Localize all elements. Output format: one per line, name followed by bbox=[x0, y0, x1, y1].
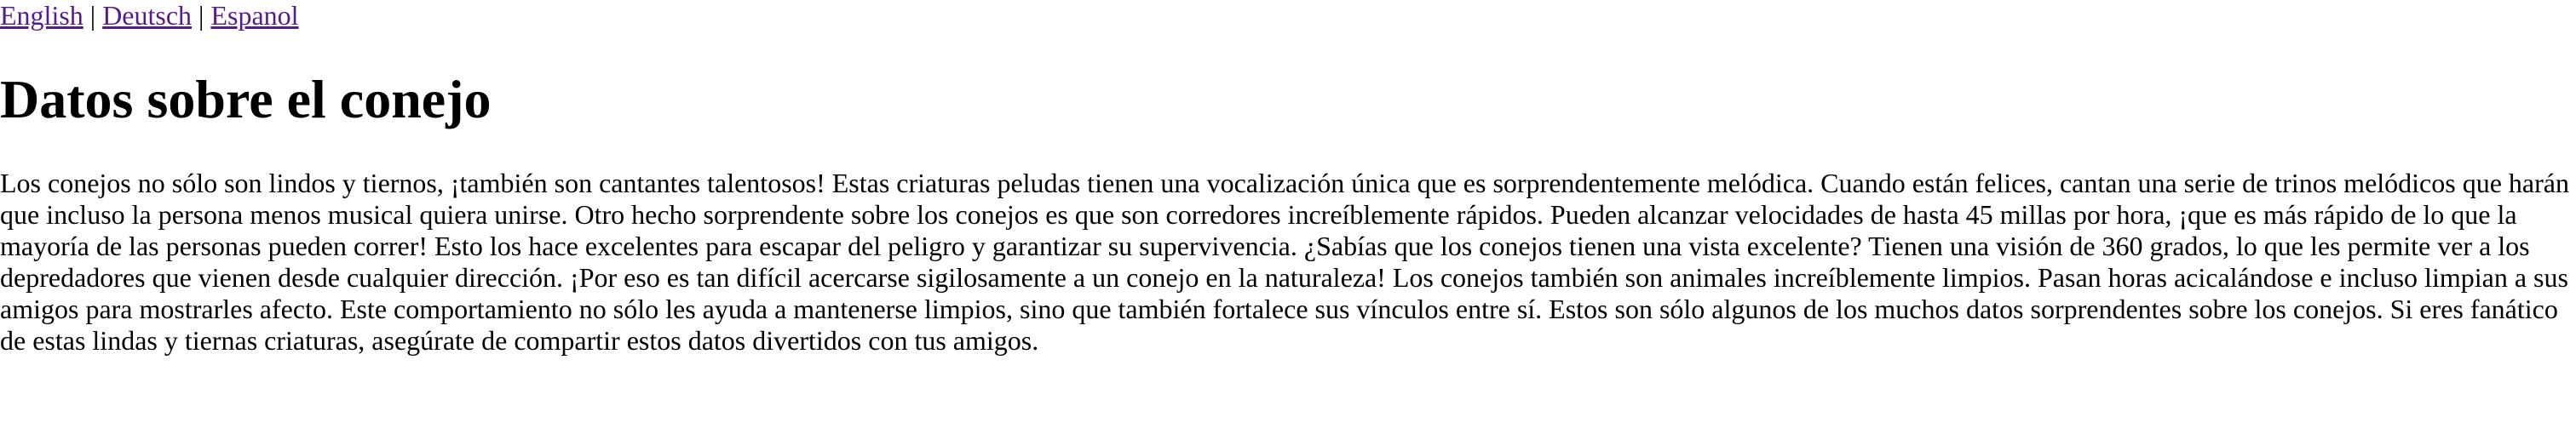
language-link-english[interactable]: English bbox=[0, 0, 83, 31]
page-title: Datos sobre el conejo bbox=[0, 69, 492, 129]
language-link-espanol[interactable]: Espanol bbox=[210, 0, 299, 31]
language-nav bbox=[0, 0, 2576, 31]
link-separator: | bbox=[192, 0, 211, 31]
article-paragraph: Los conejos no sólo son lindos y tiernos, ¡también son cantantes talentosos! Estas criaturas peludas tienen una vocalización única que es sorprendentemente melódica. Cuando están felices, cantan una serie de trinos melódicos que harán que incluso la persona menos musical quiera unirse. Otro hecho sorprendente sobre los conejos es que son corredores increíblemente rápidos. Pueden alcanzar velocidades de hasta 45 millas por hora, ¡que es más rápido de lo que la mayoría de las personas pueden correr! Esto los hace excelentes para escapar del peligro y garantizar su supervivencia. ¿Sabías que los conejos tienen una vista excelente? Tienen una visión de 360 grados, lo que les permite ver a los depredadores que vienen desde cualquier dirección. ¡Por eso es tan difícil acercarse sigilosamente a un conejo en la naturaleza! Los conejos también son animales increíblemente limpios. Pasan horas acicalándose e incluso limpian a sus amigos para mostrarles afecto. Este comportamiento no sólo les ayuda a mantenerse limpios, sino que también fortalece sus vínculos entre sí. Estos son sólo algunos de los muchos datos sorprendentes sobre los conejos. Si eres fanático de estas lindas y tiernas criaturas, asegúrate de compartir estos datos divertidos con tus amigos. bbox=[0, 167, 2569, 356]
language-link-deutsch[interactable]: Deutsch bbox=[102, 0, 193, 31]
link-separator: | bbox=[83, 0, 103, 31]
